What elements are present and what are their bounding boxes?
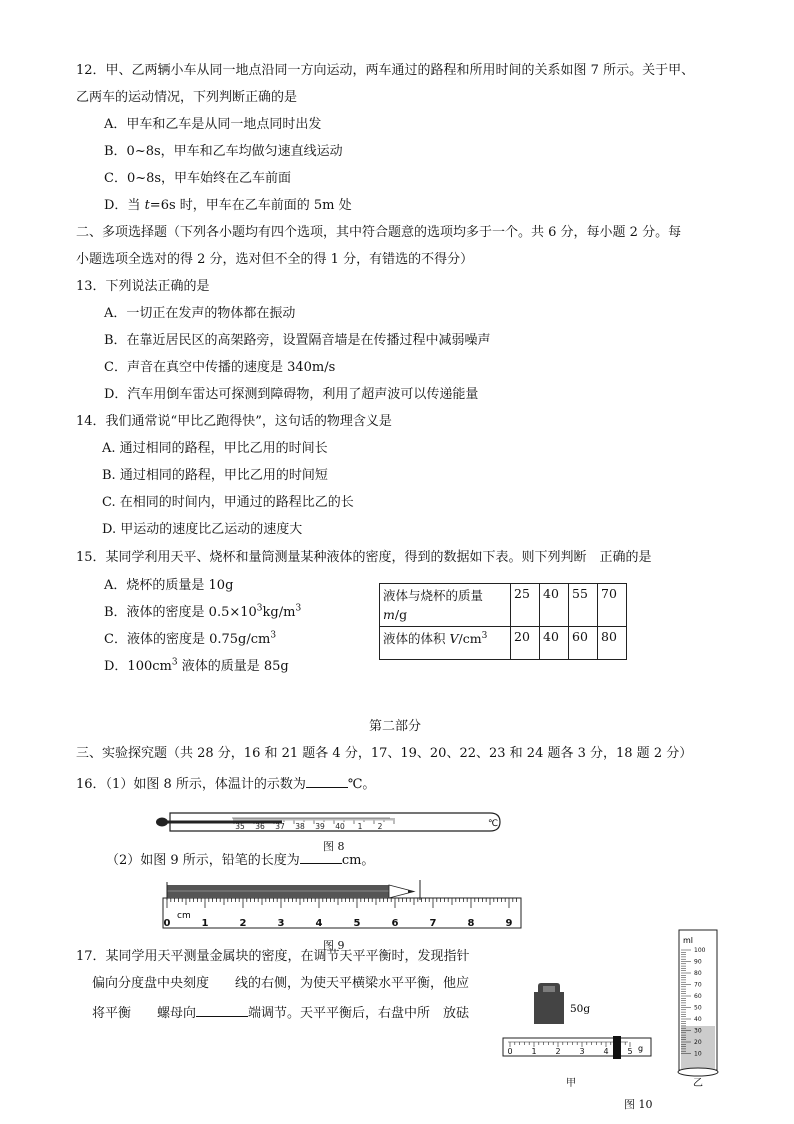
cylinder-base — [678, 1068, 718, 1076]
q12-option-c: C．0~8s，甲车始终在乙车前面 — [104, 171, 292, 186]
table-cell: 25 — [511, 584, 540, 627]
figure-8-caption: 图 8 — [323, 840, 345, 853]
balance-scale-tick-label: 0 — [507, 1047, 513, 1056]
q16-part1: 16．（1）如图 8 所示，体温计的示数为 ℃。 — [76, 773, 375, 794]
thermometer-tick-label: 38 — [295, 822, 305, 831]
thermometer-tick-label: 36 — [255, 822, 265, 831]
q14-option-c: C. 在相同的时间内，甲通过的路程比乙的长 — [102, 495, 354, 510]
q13-stem: 13．下列说法正确的是 — [76, 279, 210, 294]
balance-scale-tick-label: 5 — [627, 1047, 633, 1056]
q14-option-b: B. 通过相同的路程，甲比乙用的时间短 — [102, 468, 328, 483]
table-header-volume: 液体的体积 $V/cm^3$ — [380, 627, 511, 660]
q14-stem: 14．我们通常说“甲比乙跑得快”，这句话的物理含义是 — [76, 414, 392, 429]
q12-stem-line2: 乙两车的运动情况，下列判断正确的是 — [76, 90, 298, 105]
balance-scale-tick-label: 3 — [579, 1047, 585, 1056]
weight-label: 50g — [570, 1003, 591, 1015]
section2-heading-line1: 二、多项选择题（下列各小题均有四个选项，其中符合题意的选项均多于一个。共 6 分，每小题 2 分。每 — [76, 225, 682, 240]
q15-option-a: A．烧杯的质量是 10g — [104, 578, 234, 593]
q12-stem-line1: 12．甲、乙两辆小车从同一地点沿同一方向运动，两车通过的路程和所用时间的关系如图 7 所示。关于甲、 — [76, 63, 695, 78]
q15-option-c: C．液体的密度是 $0.75g/cm^3$ — [104, 630, 277, 647]
balance-scale-unit: g — [638, 1044, 644, 1053]
ruler-tick-label: 2 — [239, 918, 247, 929]
thermometer-unit: ℃ — [488, 819, 499, 829]
ruler-tick-label: 4 — [315, 918, 323, 929]
balance-scale-tick-label: 2 — [555, 1047, 561, 1056]
cylinder-tick-label: 50 — [694, 1004, 702, 1012]
q15-option-d: D．$100cm^3$ 液体的质量是 85g — [104, 657, 289, 674]
q15-stem: 15．某同学利用天平、烧杯和量筒测量某种液体的密度，得到的数据如下表。则下列判断 正确的是 — [76, 550, 652, 565]
q17-line3: 将平衡 螺母向 端调节。天平平衡后，右盘中所 放砝 — [92, 1002, 469, 1023]
cylinder-tick-label: 90 — [694, 958, 702, 966]
section3-heading: 三、实验探究题（共 28 分，16 和 21 题各 4 分，17、19、20、22、23 和 24 题各 3 分，18 题 2 分） — [76, 746, 693, 761]
table-cell: 40 — [540, 584, 569, 627]
cylinder-unit: ml — [683, 936, 694, 945]
ruler-tick-label: 6 — [391, 918, 399, 929]
ruler-tick-label: 7 — [429, 918, 437, 929]
q13-option-a: A．一切正在发声的物体都在振动 — [104, 306, 296, 321]
q14-option-d: D. 甲运动的速度比乙运动的速度大 — [102, 522, 303, 537]
q17-line1: 17．某同学用天平测量金属块的密度，在调节天平平衡时，发现指针 — [76, 949, 470, 964]
ruler-tick-label: 5 — [353, 918, 361, 929]
figure-9-caption: 图 9 — [323, 939, 345, 952]
thermometer-tick-label: 39 — [315, 822, 325, 831]
q15-option-b: B．液体的密度是 $0.5\times 10^3kg/m^3$ — [104, 603, 302, 620]
q12-option-d: D．当 t=6s 时，甲车在乙车前面的 5m 处 — [104, 198, 352, 213]
table-header-mass: 液体与烧杯的质量 m/g — [380, 584, 511, 627]
balance-scale-tick-label: 1 — [531, 1047, 537, 1056]
table-cell: 55 — [569, 584, 598, 627]
q13-option-b: B．在靠近居民区的高架路旁，设置隔音墙是在传播过程中减弱噪声 — [104, 333, 491, 348]
part2-title: 第二部分 — [369, 719, 422, 734]
table-cell: 80 — [598, 627, 627, 660]
cylinder-tick-label: 20 — [694, 1039, 702, 1046]
q13-option-d: D．汽车用倒车雷达可探测到障碍物，利用了超声波可以传递能量 — [104, 387, 479, 402]
thermometer-tick-label: 37 — [275, 822, 285, 831]
table-cell: 40 — [540, 627, 569, 660]
q17-line2: 偏向分度盘中央刻度 线的右侧，为使天平横梁水平平衡，他应 — [92, 976, 470, 991]
section2-heading-line2: 小题选项全选对的得 2 分，选对但不全的得 1 分，有错选的不得分） — [76, 252, 474, 267]
cylinder-tick-label: 30 — [694, 1027, 702, 1035]
ruler-tick-label: 3 — [277, 918, 285, 929]
balance-scale-tick-label: 4 — [603, 1047, 609, 1056]
rider-icon — [613, 1036, 621, 1059]
label-jia: 甲 — [566, 1078, 576, 1089]
cylinder-tick-label: 80 — [694, 970, 702, 977]
thermometer-tick-label: 1 — [357, 822, 363, 831]
table-cell: 70 — [598, 584, 627, 627]
cylinder-tick-label: 10 — [694, 1050, 702, 1058]
cylinder-tick-label: 100 — [694, 947, 706, 954]
q12-option-a: A．甲车和乙车是从同一地点同时出发 — [104, 117, 322, 132]
cylinder-tick-label: 60 — [694, 993, 702, 1000]
figure-10-caption: 图 10 — [624, 1098, 653, 1111]
q13-option-c: C．声音在真空中传播的速度是 340m/s — [104, 360, 336, 375]
thermometer-tick-label: 2 — [377, 822, 383, 831]
thermometer-tick-label: 40 — [335, 822, 345, 831]
ruler-unit: cm — [177, 911, 191, 921]
label-yi: 乙 — [693, 1078, 703, 1089]
ruler-tick-label: 8 — [467, 918, 475, 929]
cylinder-tick-label: 70 — [694, 981, 702, 989]
q12-option-b: B．0~8s，甲车和乙车均做匀速直线运动 — [104, 144, 343, 159]
table-cell: 60 — [569, 627, 598, 660]
q16-part2: （2）如图 9 所示，铅笔的长度为 cm。 — [106, 849, 374, 870]
q14-option-a: A. 通过相同的路程，甲比乙用的时间长 — [102, 441, 328, 456]
ruler-tick-label: 0 — [163, 918, 171, 929]
ruler-tick-label: 9 — [505, 918, 513, 929]
table-cell: 20 — [511, 627, 540, 660]
ruler-tick-label: 1 — [201, 918, 209, 929]
cylinder-tick-label: 40 — [694, 1016, 702, 1023]
thermometer-tick-label: 35 — [235, 822, 245, 831]
